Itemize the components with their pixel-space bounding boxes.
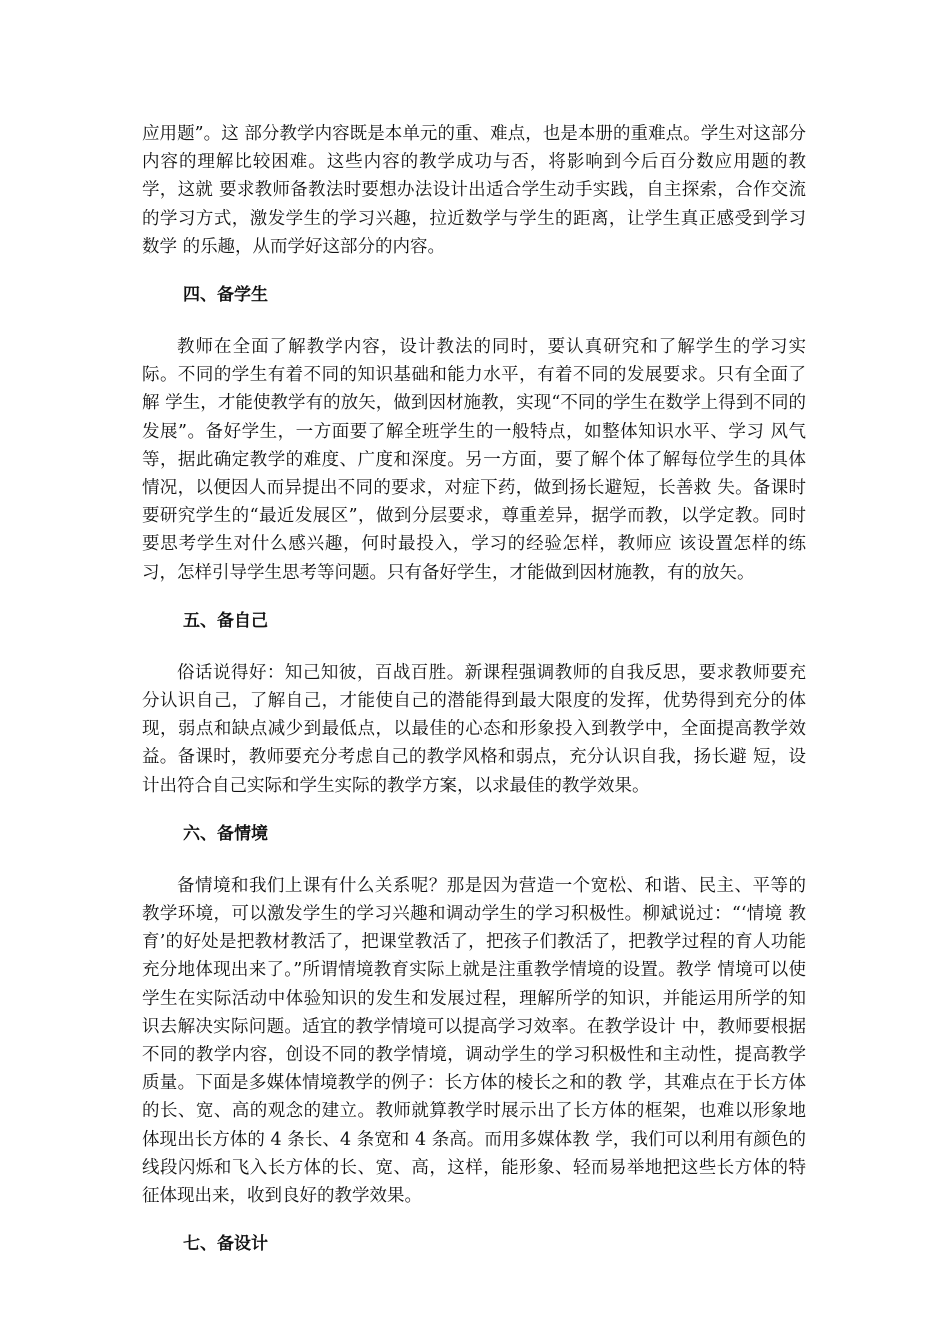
intro-paragraph: 应用题”。这 部分教学内容既是本单元的重、难点，也是本册的重难点。学生对这部分内容的理解比较困难。这些内容的教学成功与否，将影响到今后百分数应用题的教学，这就 要求教师备教法时要想办法设计出适合学生动手实践，自主探索，合作交流的学习方式，激发学生的学习兴趣，拉近数学与学生的距离，让学生真正感受到学习数学 的乐趣，从而学好这部分的内容。 xyxy=(142,124,806,257)
section-heading-design: 七、备设计 xyxy=(183,1234,268,1255)
section-heading-self: 五、备自己 xyxy=(183,610,268,631)
section-heading-students: 四、备学生 xyxy=(183,285,268,306)
section-paragraph-context: 备情境和我们上课有什么关系呢？那是因为营造一个宽松、和谐、民主、平等的教学环境，可以激发学生的学习兴趣和调动学生的学习积极性。柳斌说过：“‘情境 教育’的好处是把教材教活了，把课堂教活了，把孩子们教活了，把教学过程的育人功能充分地体现出来了。”所谓情境教育实际上就是注重教学情境的设置。教学 情境可以使学生在实际活动中体验知识的发生和发展过程，理解所学的知识，并能运用所学的知识去解决实际问题。适宜的教学情境可以提高学习效率。在教学设计 中，教师要根据不同的教学内容，创设不同的教学情境，调动学生的学习积极性和主动性，提高教学质量。下面是多媒体情境教学的例子：长方体的棱长之和的教 学，其难点在于长方体的长、宽、高的观念的建立。教师就算教学时展示出了长方体的框架，也难以形象地体现出长方体的 4 条长、4 条宽和 4 条高。而用多媒体教 学，我们可以利用有颜色的线段闪烁和飞入长方体的长、宽、高，这样，能形象、轻而易举地把这些长方体的特征体现出来，收到良好的教学效果。 xyxy=(142,875,806,1207)
section-paragraph-students: 教师在全面了解教学内容，设计教法的同时，要认真研究和了解学生的学习实际。不同的学生有着不同的知识基础和能力水平，有着不同的发展要求。只有全面了解 学生，才能使教学有的放矢，做到因材施教，实现“不同的学生在数学上得到不同的发展”。备好学生，一方面要了解全班学生的一般特点，如整体知识水平、学习 风气等，据此确定教学的难度、广度和深度。另一方面，要了解个体了解每位学生的具体情况，以便因人而异提出不同的要求，对症下药，做到扬长避短，长善救 失。备课时要研究学生的“最近发展区”，做到分层要求，尊重差异，据学而教，以学定教。同时要思考学生对什么感兴趣，何时最投入，学习的经验怎样，教师应 该设置怎样的练习，怎样引导学生思考等问题。只有备好学生，才能做到因材施教，有的放矢。 xyxy=(142,337,806,583)
section-paragraph-self: 俗话说得好：知己知彼，百战百胜。新课程强调教师的自我反思，要求教师要充分认识自己，了解自己，才能使自己的潜能得到最大限度的发挥，优势得到充分的体 现，弱点和缺点减少到最低点，以最佳的心态和形象投入到教学中，全面提高教学效益。备课时，教师要充分考虑自己的教学风格和弱点，充分认识自我，扬长避 短，设计出符合自己实际和学生实际的教学方案，以求最佳的教学效果。 xyxy=(142,662,806,796)
section-heading-context: 六、备情境 xyxy=(183,823,268,844)
document-page xyxy=(142,120,806,1258)
